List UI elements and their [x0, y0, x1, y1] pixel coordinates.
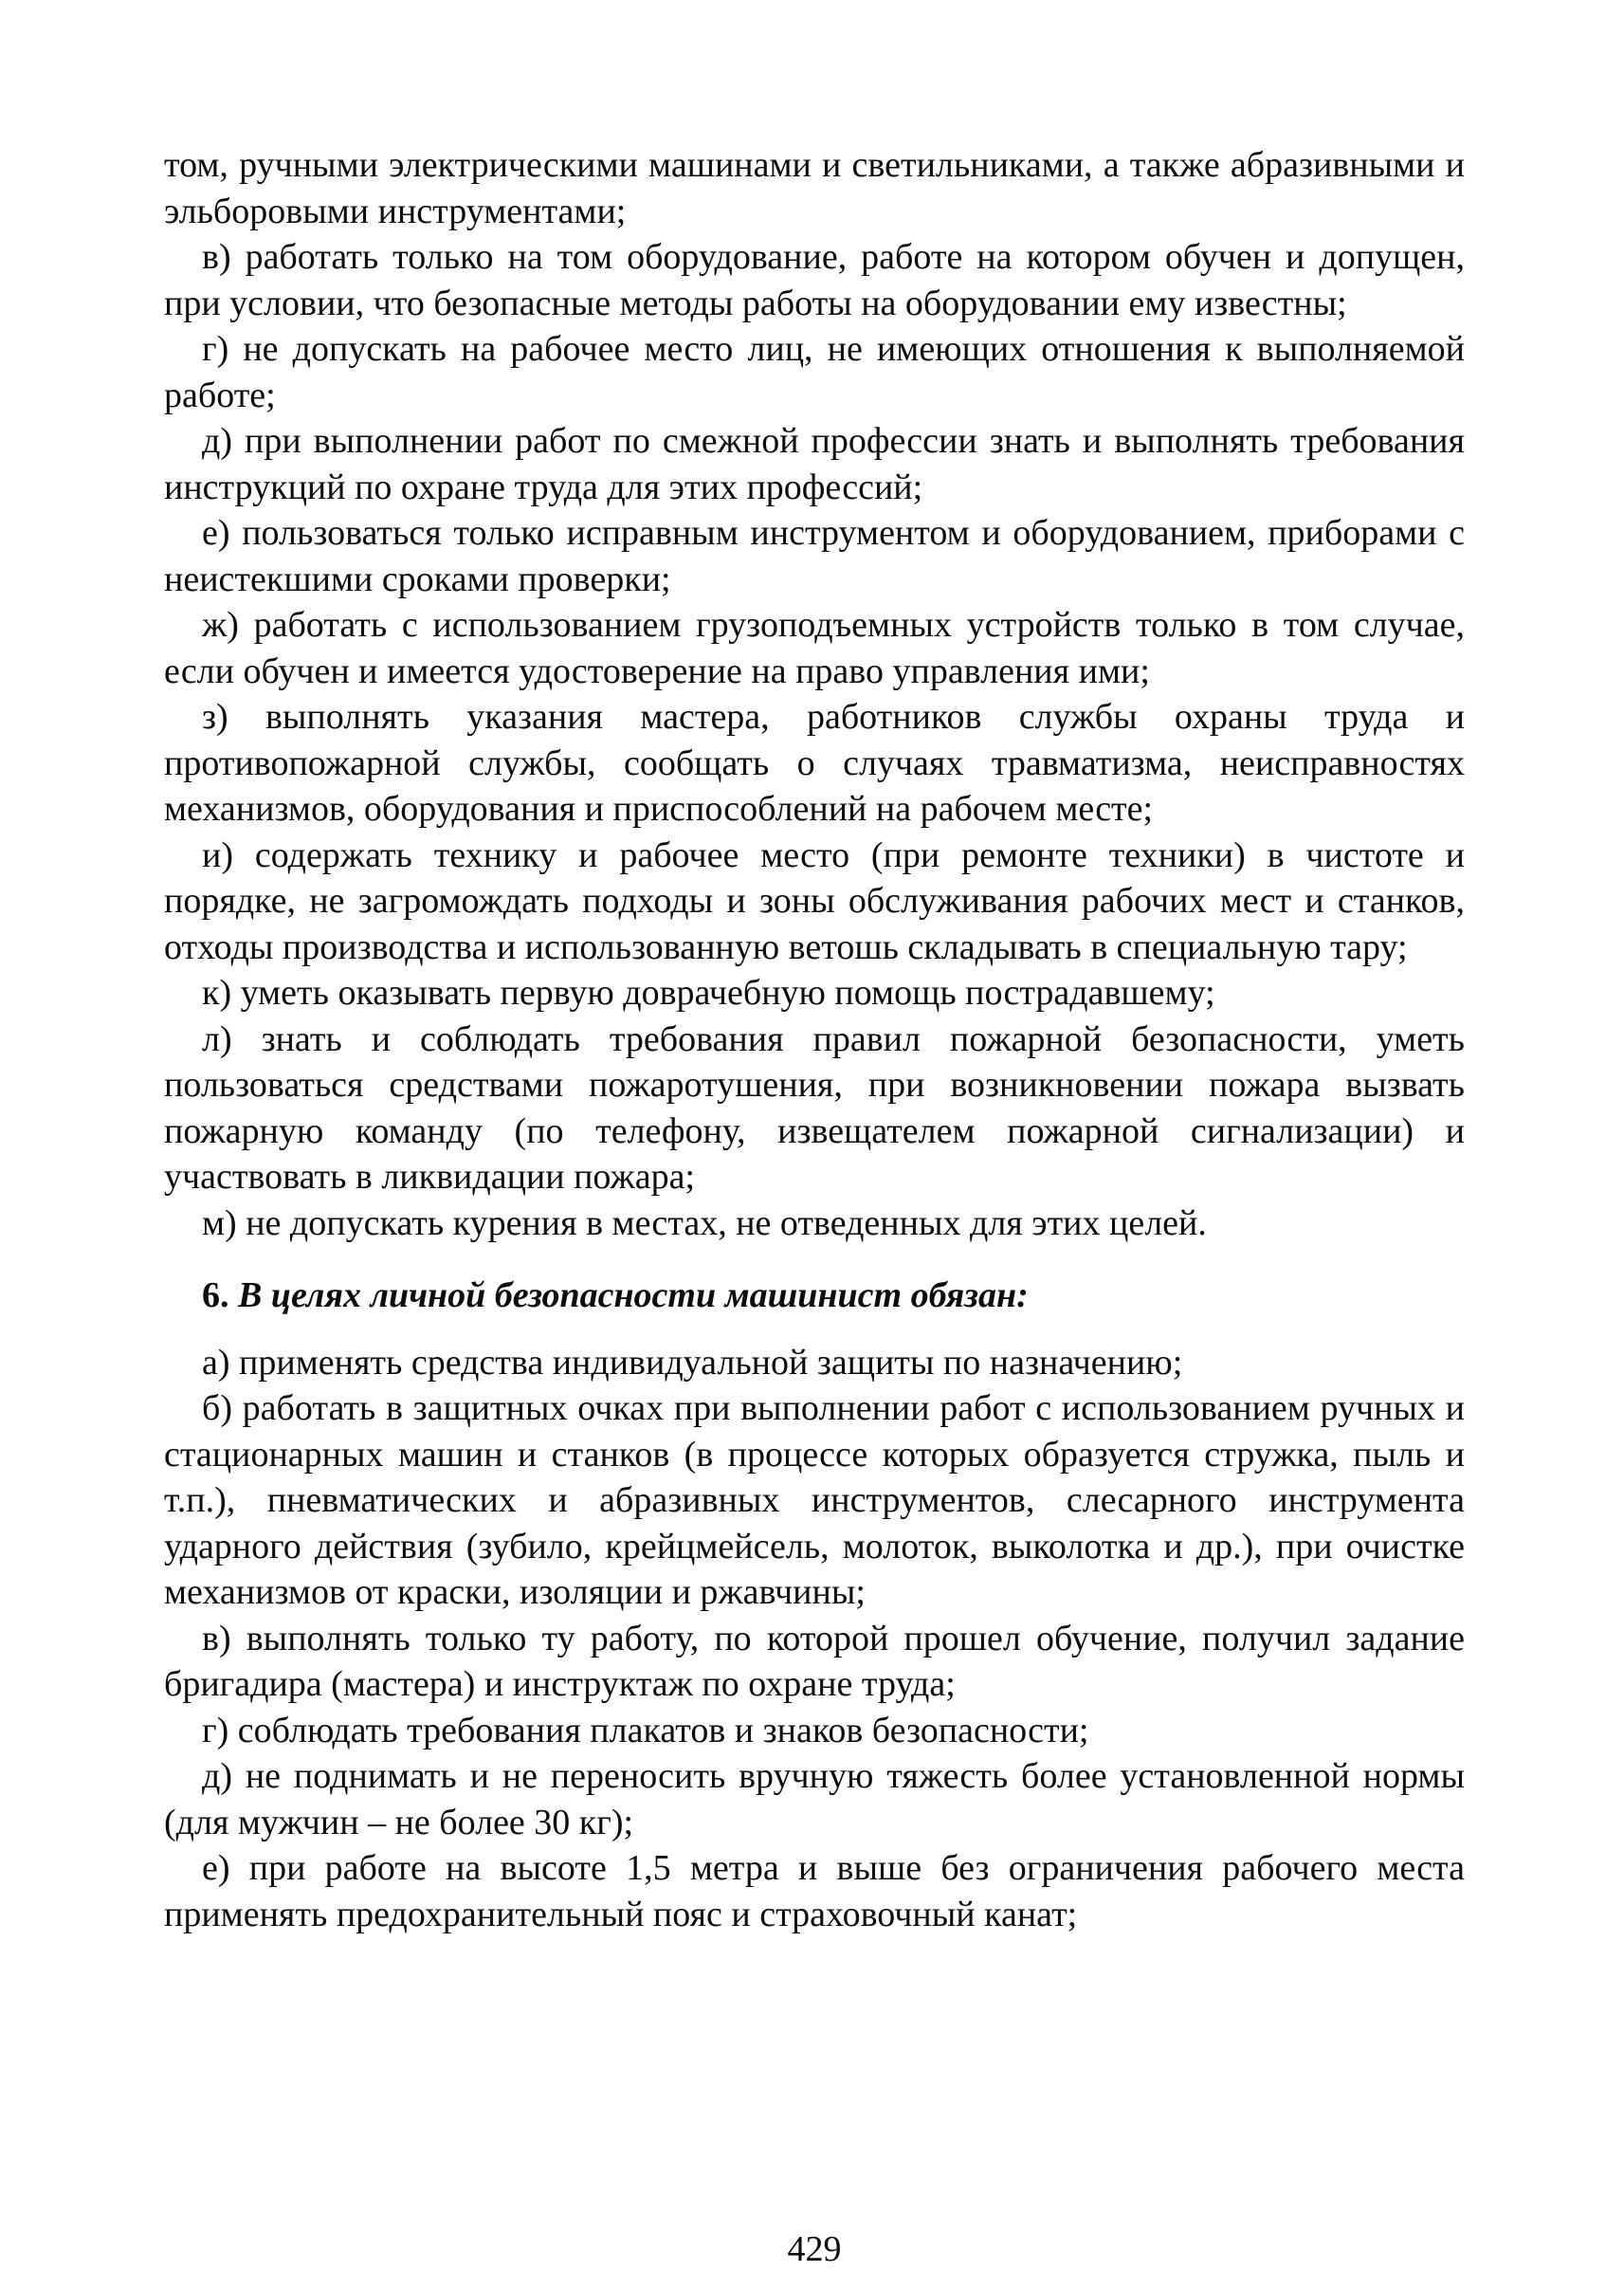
section-heading — [164, 1273, 1465, 1319]
page-number: 429 — [787, 2229, 842, 2269]
paragraph-continuation: том, ручными электрическими машинами и светильниками, а также абразивными и эльборовыми инструментами; — [164, 145, 1465, 231]
list-item-k: к) уметь оказывать первую доврачебную помощь пострадавшему; — [202, 973, 1215, 1013]
document-page — [164, 142, 1465, 2269]
list-item-a: а) применять средства индивидуальной защиты по назначению; — [202, 1342, 1183, 1383]
list-item-g: г) не допускать на рабочее место лиц, не имеющих отношения к выполняемой работе; — [164, 329, 1465, 415]
list-item-m: м) не допускать курения в местах, не отведенных для этих целей. — [202, 1202, 1207, 1243]
list-item-e: е) при работе на высоте 1,5 метра и выше без ограничения рабочего места применять предохранительный пояс и страховочный канат; — [164, 1848, 1465, 1934]
list-item-zh: ж) работать с использованием грузоподъемных устройств только в том случае, если обучен и имеется удостоверение на право управления ими; — [164, 605, 1465, 691]
section-title: В целях личной безопасности машинист обязан: — [238, 1275, 1029, 1315]
list-item-d: д) не поднимать и не переносить вручную тяжесть более установленной нормы (для мужчин – не более 30 кг); — [164, 1756, 1465, 1842]
list-item-l: л) знать и соблюдать требования правил пожарной безопасности, уметь пользоваться средствами пожаротушения, при возникновении пожара вызвать пожарную команду (по телефону, извещателем пожарной сигнализации) и участвовать в ликвидации пожара; — [164, 1018, 1465, 1197]
list-item-g: г) соблюдать требования плакатов и знаков безопасности; — [202, 1710, 1089, 1750]
list-item-e: е) пользоваться только исправным инструментом и оборудованием, приборами с неистекшими сроками проверки; — [164, 513, 1465, 599]
list-item-v: в) выполнять только ту работу, по которой прошел обучение, получил задание бригадира (мастера) и инструктаж по охране труда; — [164, 1618, 1465, 1704]
body-text — [164, 142, 1465, 1937]
list-item-b: б) работать в защитных очках при выполнении работ с использованием ручных и стационарных машин и станков (в процессе которых образуется стружка, пыль и т.п.), пневматических и абразивных инструментов, слесарного инструмента ударного действия (зубило, крейцмейсель, молоток, выколотка и др.), при очистке механизмов от краски, изоляции и ржавчины; — [164, 1388, 1465, 1612]
list-item-z: з) выполнять указания мастера, работников службы охраны труда и противопожарной службы, сообщать о случаях травматизма, неисправностях механизмов, оборудования и приспособлений на рабочем месте; — [164, 697, 1465, 829]
list-item-i: и) содержать технику и рабочее место (при ремонте техники) в чистоте и порядке, не загромождать подходы и зоны обслуживания рабочих мест и станков, отходы производства и использованную ветошь складывать в специальную тару; — [164, 834, 1465, 967]
list-item-d: д) при выполнении работ по смежной профессии знать и выполнять требования инструкций по охране труда для этих профессий; — [164, 421, 1465, 507]
section-number: 6. — [202, 1275, 229, 1315]
list-item-v: в) работать только на том оборудование, работе на котором обучен и допущен, при условии, что безопасные методы работы на оборудовании ему известны; — [164, 237, 1465, 323]
